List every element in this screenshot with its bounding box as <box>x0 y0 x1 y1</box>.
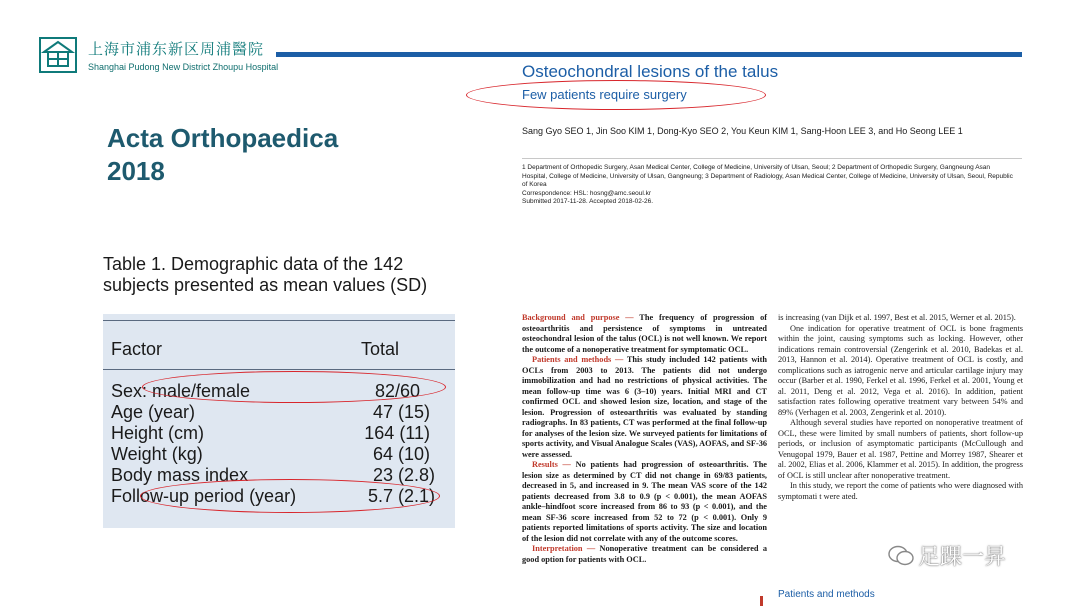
submission-dates: Submitted 2017-11-28. Accepted 2018-02-26. <box>522 198 654 205</box>
journal-title <box>107 122 338 188</box>
hospital-logo-icon <box>38 36 78 74</box>
header-rule <box>276 52 1022 57</box>
journal-year: 2018 <box>107 156 165 186</box>
table-row-factor: Age (year) <box>111 402 196 422</box>
wechat-icon <box>888 545 914 567</box>
table-row-total: 5.7 (2.1) <box>367 486 435 506</box>
section-heading-methods: Patients and methods <box>778 589 875 600</box>
abstract-results-head: Results — <box>532 460 571 469</box>
intro-paragraph: Although several studies have reported on nonoperative treatment of OCL, these were limited by small numbers of patients, short follow-up periods, or inclusion of asymptomatic participants (McCullough and Venugopal 1979, Bauer et al. 1987, Pettine and Morrey 1987, Shearer et al. 2002, Elias et al. 2006, Klammer et al. 2015). In addition, the progress of OCL is still unclear after nonoperative treatment. <box>778 418 1023 480</box>
table-row-factor: Weight (kg) <box>111 444 203 464</box>
table-row-factor: Height (cm) <box>111 423 205 443</box>
table-caption: Table 1. Demographic data of the 142 subjects presented as mean values (SD) <box>103 254 428 295</box>
affiliation-text: 1 Department of Orthopedic Surgery, Asan Medical Center, College of Medicine, University of Ulsan, Seoul; 2 Department of Orthopedic Surgery, Gangneung Asan Hospital, College of Medicine, University of Ulsan, Gangneung; 3 Department of Radiology, Asan Medical Center, College of Medicine, University of Ulsan, Seoul, Republic of Korea <box>522 164 1013 188</box>
watermark-text: 足踝一昇 <box>918 545 1007 570</box>
annotation-ellipse-subtitle <box>466 80 766 110</box>
article-subtitle: Few patients require surgery <box>522 87 687 102</box>
table-row-total: 164 (11) <box>364 423 430 443</box>
article-introduction <box>778 313 1023 502</box>
article-authors: Sang Gyo SEO 1, Jin Soo KIM 1, Dong-Kyo SEO 2, You Keun KIM 1, Sang-Hoon LEE 3, and Ho Seong LEE 1 <box>522 126 963 136</box>
abstract-background-head: Background and purpose — <box>522 313 634 322</box>
article-affiliations <box>522 164 1017 207</box>
intro-paragraph: is increasing (van Dijk et al. 1997, Best et al. 2015, Werner et al. 2015). <box>778 313 1016 322</box>
table-row-factor: Body mass index <box>111 465 249 485</box>
correspondence: Correspondence: HSL: hosng@amc.seoul.kr <box>522 189 652 197</box>
table-row-total: 23 (2.8) <box>372 465 435 485</box>
abstract-interpretation-text: Nonoperative treatment can be considered a good option for patients with OCL. <box>522 544 768 564</box>
annotation-ellipse-followup <box>140 479 440 513</box>
intro-paragraph: In this study, we report the come of patients who were diagnosed with symptomati t were ated. <box>778 481 1023 501</box>
abstract-interpretation-head: Interpretation — <box>532 544 596 553</box>
intro-paragraph: One indication for operative treatment of OCL is bone fragments within the joint, causing symptoms such as locking. However, other indications remain controversial (Zengerink et al. 2010, Badekas et al. 2013, Hannon et al. 2014). Operative treatment of OCL is costly, and complications such as iatrogenic nerve and articular cartilage injury may occur (Barber et al. 1990, Ferkel et al. 1996, Ferkel et al. 2001, Young et al. 2011, Deng et al. 2012, Vega et al. 2016). In addition, patient satisfaction rates following operative treatment vary between 54% and 89% (Verhagen et al. 2003, Zengerink et al. 2010). <box>778 323 1023 417</box>
annotation-ellipse-sex <box>142 371 446 403</box>
abstract-methods-head: Patients and methods — <box>532 355 624 364</box>
margin-marker <box>760 596 763 606</box>
table-header-factor: Factor <box>111 339 163 359</box>
table-header-total: Total <box>361 339 400 359</box>
table-row-total: 47 (15) <box>372 402 430 422</box>
abstract-methods-text: This study included 142 patients with OCLs from 2003 to 2013. The patients did not undergo immobilization and had no restrictions of physical activities. The mean follow-up time was 6 (3–10) years. Initial MRI and CT confirmed OCL and showed lesion size, location, and stage of the lesion. Progression of osteoarthritis was evaluated by standing radiographs. In 83 patients, CT was performed at the final follow-up for analyses of the lesion size. We surveyed patients for limitations of sports activity, and Visual Analogue Scales (VAS), AOFAS, and SF-36 were assessed. <box>522 355 767 459</box>
abstract-results-text: No patients had progression of osteoarthritis. The lesion size as determined by CT did not change in 69/83 patients, decreased in 5, and increased in 9. The mean VAS score of the 142 patients decreased from 3.8 to 0.9 (p < 0.001), the mean AOFAS ankle–hindfoot score increased from 86 to 93 (p < 0.001), and the mean SF-36 score increased from 52 to 72 (p < 0.001). Only 9 patients reported limitations of sports activity. The size and location of the lesion did not correlate with any of the outcome scores. <box>522 460 767 543</box>
table-row-factor: Sex: male/female <box>111 381 251 401</box>
affiliation-rule <box>522 158 1022 159</box>
table-row-total: 64 (10) <box>372 444 430 464</box>
journal-name: Acta Orthopaedica <box>107 123 339 153</box>
abstract-background-text: The frequency of progression of osteoarthritis and persistence of symptoms in untreated osteochondral lesion of the talus (OCL) is not well known. We report the outcome of a nonoperative treatment for symptomatic OCL. <box>522 313 767 354</box>
article-abstract <box>522 313 767 565</box>
article-title: Osteochondral lesions of the talus <box>522 62 779 81</box>
table-row-total: 82/60 <box>374 381 420 401</box>
table-header-rule <box>103 369 455 370</box>
table-top-rule <box>103 320 455 321</box>
hospital-name-en: Shanghai Pudong New District Zhoupu Hospital <box>88 62 279 72</box>
table-row-factor: Follow-up period (year) <box>111 486 297 506</box>
hospital-name-cn: 上海市浦东新区周浦醫院 <box>88 40 265 58</box>
